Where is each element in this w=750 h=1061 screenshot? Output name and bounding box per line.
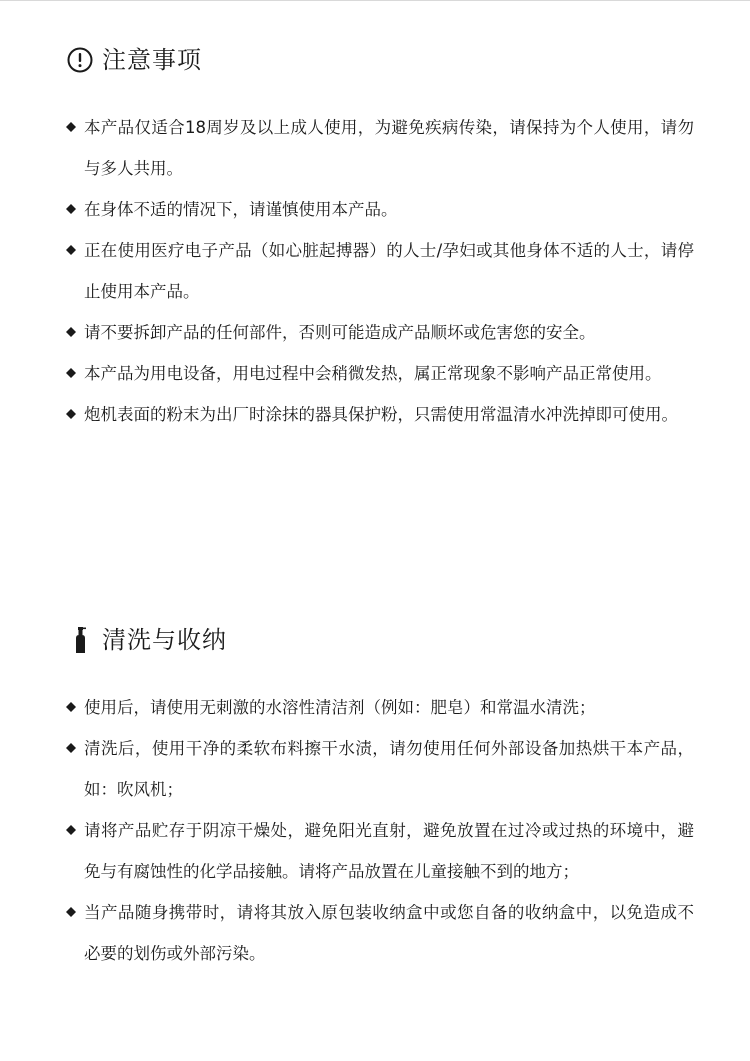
section-title: 清洗与收纳 (102, 626, 227, 654)
list-item (66, 394, 694, 435)
diamond-bullet-icon (66, 327, 76, 337)
list-item (66, 312, 694, 353)
list-item-text: 使用后，请使用无刺激的水溶性清洁剂（例如：肥皂）和常温水清洗； (84, 698, 596, 717)
diamond-bullet-icon (66, 245, 76, 255)
cleaning-storage-header (66, 620, 227, 660)
spray-bottle-icon (66, 626, 94, 654)
diamond-bullet-icon (66, 907, 76, 917)
list-item (66, 107, 694, 189)
list-item-text: 炮机表面的粉末为出厂时涂抹的器具保护粉，只需使用常温清水冲洗掉即可使用。 (84, 405, 678, 424)
section-title: 注意事项 (102, 46, 202, 74)
list-item-text: 请不要拆卸产品的任何部件，否则可能造成产品顺坏或危害您的安全。 (84, 323, 596, 342)
precautions-list (66, 107, 694, 435)
list-item-text: 在身体不适的情况下，请谨慎使用本产品。 (84, 200, 398, 219)
list-item-text: 请将产品贮存于阴凉干燥处，避免阳光直射，避免放置在过冷或过热的环境中，避免与有腐蚀性的化学品接触。请将产品放置在儿童接触不到的地方； (84, 821, 694, 881)
precautions-header (66, 40, 202, 80)
list-item (66, 810, 694, 892)
list-item (66, 728, 694, 810)
diamond-bullet-icon (66, 122, 76, 132)
list-item-text: 清洗后，使用干净的柔软布料擦干水渍，请勿使用任何外部设备加热烘干本产品，如：吹风机； (84, 739, 694, 799)
list-item (66, 892, 694, 974)
list-item (66, 230, 694, 312)
diamond-bullet-icon (66, 204, 76, 214)
top-divider (0, 0, 750, 1)
list-item-text: 正在使用医疗电子产品（如心脏起搏器）的人士/孕妇或其他身体不适的人士，请停止使用本产品。 (84, 241, 694, 301)
exclamation-circle-icon (66, 46, 94, 74)
list-item (66, 353, 694, 394)
list-item (66, 687, 694, 728)
cleaning-storage-list (66, 687, 694, 974)
list-item-text: 本产品为用电设备，用电过程中会稍微发热，属正常现象不影响产品正常使用。 (84, 364, 662, 383)
diamond-bullet-icon (66, 702, 76, 712)
list-item-text: 当产品随身携带时，请将其放入原包装收纳盒中或您自备的收纳盒中，以免造成不必要的划伤或外部污染。 (84, 903, 694, 963)
diamond-bullet-icon (66, 368, 76, 378)
diamond-bullet-icon (66, 409, 76, 419)
list-item-text: 本产品仅适合18周岁及以上成人使用，为避免疾病传染，请保持为个人使用，请勿与多人共用。 (84, 118, 694, 178)
diamond-bullet-icon (66, 743, 76, 753)
list-item (66, 189, 694, 230)
diamond-bullet-icon (66, 825, 76, 835)
